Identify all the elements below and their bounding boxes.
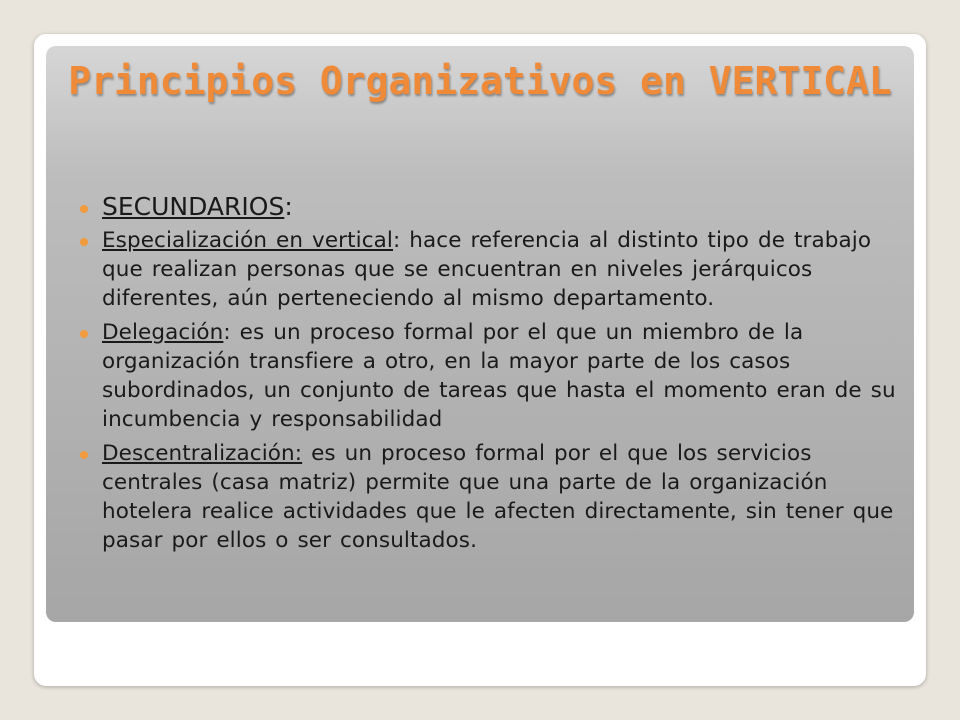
bullet-dot-icon xyxy=(80,238,88,246)
item-text: es un proceso formal por el que un miembro de la organización transfiere a otro, en la mayor parte de los casos subordinados, un conjunto de tareas que hasta el momento eran de su incumbencia y responsabilidad xyxy=(102,320,896,432)
bullet-dot-icon xyxy=(80,205,88,213)
list-item-descentralizacion xyxy=(80,439,918,555)
list-item-delegacion xyxy=(80,318,918,434)
item-term: Especialización en vertical xyxy=(102,228,393,253)
item-term: Descentralización: xyxy=(102,441,303,466)
item-term: SECUNDARIOS xyxy=(102,192,285,221)
list-item-especializacion xyxy=(80,226,918,313)
item-separator: : xyxy=(223,320,231,345)
item-text: es un proceso formal por el que los servicios centrales (casa matriz) permite que una parte de la organización hotelera realice actividades que le afecten directamente, sin tener que pasar por ellos o ser consultados. xyxy=(102,441,894,553)
slide-title: Principios Organizativos en VERTICAL xyxy=(68,59,892,103)
item-term: Delegación xyxy=(102,320,224,345)
bullet-list xyxy=(80,190,918,560)
item-text: hace referencia al distinto tipo de trabajo que realizan personas que se encuentran en niveles jerárquicos diferentes, aún perteneciendo al mismo departamento. xyxy=(102,228,872,311)
item-separator: : xyxy=(393,228,401,253)
bullet-dot-icon xyxy=(80,330,88,338)
item-separator: : xyxy=(284,192,293,221)
bullet-dot-icon xyxy=(80,451,88,459)
list-item-secundarios xyxy=(80,190,918,224)
